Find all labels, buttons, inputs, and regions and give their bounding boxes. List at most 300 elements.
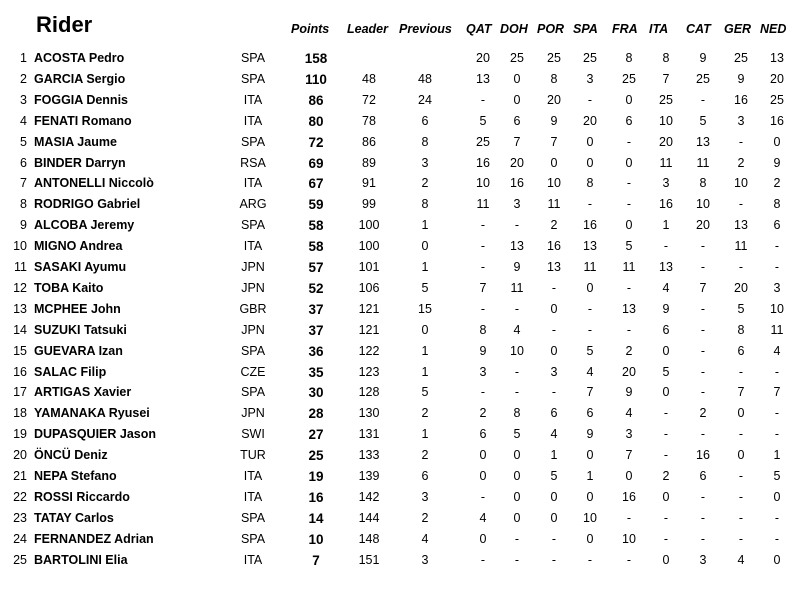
race-result: 13 (510, 239, 524, 254)
gap-to-leader: 151 (358, 552, 380, 567)
race-result: 10 (770, 301, 784, 316)
race-column-header: POR (537, 22, 565, 36)
rider-nation: JPN (241, 406, 265, 421)
race-result: - (514, 385, 520, 400)
race-result: 9 (662, 301, 670, 316)
race-result: 11 (770, 322, 784, 337)
rider-name: MASIA Jaume (34, 134, 117, 149)
race-column-header: NED (760, 22, 787, 36)
rider-nation: ITA (243, 92, 263, 107)
race-result: 0 (586, 134, 594, 149)
race-result: 16 (510, 176, 524, 191)
race-result: 5 (662, 364, 670, 379)
race-result: 0 (513, 92, 521, 107)
race-result: - (551, 552, 557, 567)
gap-to-previous: 3 (421, 489, 429, 504)
race-result: 2 (550, 218, 558, 233)
race-result: 2 (773, 176, 781, 191)
rider-position: 25 (13, 552, 27, 567)
rider-name: FOGGIA Dennis (34, 92, 128, 107)
race-result: 2 (699, 406, 707, 421)
rider-name: GARCIA Sergio (34, 71, 126, 86)
table-row (0, 257, 800, 278)
table-row (0, 278, 800, 299)
race-column-header: ITA (649, 22, 669, 36)
rider-points: 58 (308, 218, 324, 234)
race-result: 6 (479, 427, 487, 442)
rider-nation: JPN (241, 322, 265, 337)
race-result: - (774, 531, 780, 546)
race-result: - (587, 197, 593, 212)
race-result: 0 (773, 489, 781, 504)
gap-to-leader: 133 (358, 448, 380, 463)
rider-name: FERNANDEZ Adrian (34, 531, 154, 546)
race-result: 0 (586, 489, 594, 504)
rider-name: FENATI Romano (34, 113, 132, 128)
rider-position: 3 (20, 92, 27, 107)
race-result: 25 (622, 71, 636, 86)
race-result: 25 (734, 51, 748, 65)
rider-position: 12 (13, 280, 27, 295)
race-result: - (480, 239, 486, 254)
race-result: - (626, 510, 632, 525)
race-result: - (738, 427, 744, 442)
race-result: 8 (662, 51, 670, 65)
race-result: - (738, 489, 744, 504)
rider-points: 36 (308, 343, 324, 359)
gap-to-previous: 8 (421, 134, 429, 149)
gap-to-leader: 130 (358, 406, 380, 421)
race-result: 0 (513, 510, 521, 525)
race-result: 8 (479, 322, 487, 337)
race-result: 5 (625, 239, 633, 254)
rider-points: 52 (308, 280, 324, 296)
rider-points: 58 (308, 239, 324, 255)
gap-to-previous: 6 (421, 113, 429, 128)
gap-to-previous: 6 (421, 469, 429, 483)
rider-points: 158 (304, 51, 328, 66)
rider-name: TATAY Carlos (34, 510, 114, 525)
race-result: 6 (699, 469, 707, 483)
race-result: - (738, 531, 744, 546)
race-result: 7 (699, 280, 707, 295)
rider-position: 4 (20, 113, 27, 128)
race-result: - (700, 385, 706, 400)
rider-position: 9 (20, 218, 27, 233)
race-result: 9 (737, 71, 745, 86)
gap-to-leader: 148 (358, 531, 380, 546)
rider-position: 7 (20, 176, 27, 191)
rider-nation: ITA (243, 113, 263, 128)
race-result: - (480, 218, 486, 233)
gap-to-leader: 99 (362, 197, 376, 212)
gap-to-leader: 100 (358, 239, 380, 254)
race-result: 25 (510, 51, 524, 65)
race-result: 9 (773, 155, 781, 170)
rider-position: 8 (20, 197, 27, 212)
rider-position: 22 (13, 489, 27, 504)
gap-to-previous: 15 (418, 301, 432, 316)
race-result: 3 (699, 552, 707, 567)
gap-to-leader: 122 (358, 343, 380, 358)
race-result: 0 (662, 385, 670, 400)
race-result: 5 (737, 301, 745, 316)
race-result: 3 (513, 197, 521, 212)
race-result: 25 (770, 92, 784, 107)
gap-to-leader: 48 (362, 71, 376, 86)
rider-name: MCPHEE John (34, 301, 121, 316)
race-result: 1 (773, 448, 781, 463)
table-row (0, 153, 800, 174)
rider-points: 57 (308, 260, 324, 275)
race-result: 5 (550, 469, 558, 483)
race-result: 16 (659, 197, 673, 212)
race-result: 0 (773, 552, 781, 567)
race-result: 25 (659, 92, 673, 107)
gap-to-previous: 24 (418, 92, 432, 107)
race-result: 0 (625, 155, 633, 170)
race-result: 11 (734, 239, 748, 254)
race-result: 8 (625, 51, 633, 65)
gap-to-previous: 2 (421, 406, 429, 421)
table-row (0, 550, 800, 571)
race-result: - (700, 531, 706, 546)
gap-to-leader: 128 (358, 385, 380, 400)
race-result: - (663, 448, 669, 463)
rider-points: 72 (308, 134, 324, 150)
race-result: 11 (659, 155, 673, 170)
race-result: 4 (625, 406, 633, 421)
race-result: 10 (622, 531, 636, 546)
race-result: 0 (479, 531, 487, 546)
race-result: 0 (662, 552, 670, 567)
race-result: 0 (625, 92, 633, 107)
race-result: - (700, 92, 706, 107)
race-result: 0 (737, 448, 745, 463)
race-result: 10 (734, 176, 748, 191)
rider-name: DUPASQUIER Jason (34, 427, 157, 442)
rider-points: 80 (308, 113, 324, 129)
race-result: - (480, 489, 486, 504)
rider-position: 1 (20, 51, 27, 65)
gap-to-leader: 100 (358, 218, 380, 233)
rider-position: 23 (13, 510, 27, 525)
race-result: - (587, 301, 593, 316)
table-row (0, 173, 800, 194)
race-result: 0 (550, 510, 558, 525)
gap-to-leader: 123 (358, 364, 380, 379)
race-result: - (774, 406, 780, 421)
race-result: 11 (622, 260, 636, 274)
race-result: - (700, 239, 706, 254)
gap-to-leader: 121 (358, 301, 380, 316)
race-result: - (663, 510, 669, 525)
race-result: - (774, 364, 780, 379)
rider-nation: SPA (240, 385, 266, 400)
gap-to-leader: 144 (358, 510, 380, 525)
race-result: 1 (662, 218, 670, 233)
race-result: - (480, 260, 486, 274)
rider-nation: GBR (239, 301, 267, 316)
gap-to-leader: 106 (358, 280, 380, 295)
gap-to-previous: 8 (421, 197, 429, 212)
table-row (0, 424, 800, 445)
gap-to-previous: 5 (421, 385, 429, 400)
race-result: 6 (773, 218, 781, 233)
rider-points: 110 (305, 71, 327, 87)
rider-points: 7 (312, 552, 320, 568)
race-result: 7 (479, 280, 487, 295)
race-result: 0 (586, 531, 594, 546)
gap-to-previous: 2 (421, 176, 429, 191)
gap-to-leader: 78 (362, 113, 376, 128)
race-result: 6 (513, 113, 521, 128)
race-result: 16 (583, 218, 597, 233)
rider-position: 21 (13, 469, 27, 483)
race-result: 11 (696, 155, 710, 170)
race-result: 0 (586, 155, 594, 170)
rider-position: 24 (13, 531, 27, 546)
rider-position: 16 (13, 364, 27, 379)
rider-nation: SPA (240, 71, 266, 86)
gap-to-leader: 142 (358, 489, 380, 504)
rider-nation: ARG (239, 197, 267, 212)
race-result: 20 (476, 51, 490, 65)
race-result: 11 (583, 260, 597, 274)
race-result: 9 (550, 113, 558, 128)
race-result: 10 (510, 343, 524, 358)
race-result: - (738, 469, 744, 483)
race-result: 11 (510, 280, 524, 295)
rider-name: SUZUKI Tatsuki (34, 322, 127, 337)
race-result: - (738, 134, 744, 149)
race-result: 4 (513, 322, 521, 337)
race-result: 20 (547, 92, 561, 107)
race-result: - (774, 510, 780, 525)
rider-points: 25 (308, 448, 324, 464)
rider-name: YAMANAKA Ryusei (34, 406, 150, 421)
rider-position: 13 (13, 301, 27, 316)
race-result: 5 (773, 469, 781, 483)
race-result: - (774, 260, 780, 274)
race-result: 10 (476, 176, 490, 191)
rider-name: SALAC Filip (34, 364, 107, 379)
race-result: 20 (734, 280, 748, 295)
race-result: 9 (513, 260, 521, 274)
table-row (0, 382, 800, 403)
race-result: 0 (586, 448, 594, 463)
table-row (0, 194, 800, 215)
race-result: - (514, 531, 520, 546)
table-row (0, 487, 800, 508)
race-result: 11 (476, 197, 490, 212)
race-result: 1 (550, 448, 558, 463)
race-result: 10 (583, 510, 597, 525)
rider-points: 30 (308, 385, 324, 401)
race-result: 6 (737, 343, 745, 358)
rider-name: BARTOLINI Elia (34, 552, 128, 567)
race-result: - (514, 552, 520, 567)
table-row (0, 111, 800, 132)
race-result: 5 (586, 343, 594, 358)
race-result: 10 (547, 176, 561, 191)
table-row (0, 341, 800, 362)
race-result: 3 (550, 364, 558, 379)
rider-column-title: Rider (36, 12, 93, 37)
rider-position: 2 (20, 71, 27, 86)
race-result: 7 (773, 385, 781, 400)
race-result: - (551, 280, 557, 295)
race-result: - (663, 427, 669, 442)
previous-column-header: Previous (399, 22, 452, 36)
table-row (0, 132, 800, 153)
race-result: 2 (737, 155, 745, 170)
race-column-header: FRA (612, 22, 638, 36)
gap-to-previous: 3 (421, 552, 429, 567)
table-row (0, 69, 800, 90)
rider-points: 67 (308, 176, 324, 192)
rider-points: 37 (308, 322, 324, 338)
race-result: 16 (696, 448, 710, 463)
race-result: 25 (583, 51, 597, 65)
race-column-header: DOH (500, 22, 528, 36)
race-result: 16 (734, 92, 748, 107)
race-result: - (626, 322, 632, 337)
race-result: 13 (659, 260, 673, 274)
race-result: 10 (659, 113, 673, 128)
rider-nation: SWI (241, 427, 265, 442)
race-result: - (663, 531, 669, 546)
race-result: - (551, 385, 557, 400)
race-result: 8 (699, 176, 707, 191)
rider-position: 5 (20, 134, 27, 149)
table-row (0, 508, 800, 529)
race-result: 16 (622, 489, 636, 504)
race-result: 13 (696, 134, 710, 149)
gap-to-previous: 1 (421, 260, 429, 274)
race-result: 25 (547, 51, 561, 65)
race-result: 25 (696, 71, 710, 86)
race-result: 1 (586, 469, 594, 483)
race-result: 0 (550, 155, 558, 170)
rider-name: BINDER Darryn (34, 155, 126, 170)
race-result: 0 (773, 134, 781, 149)
rider-nation: CZE (240, 364, 266, 379)
table-row (0, 320, 800, 341)
gap-to-previous: 0 (421, 322, 429, 337)
rider-name: MIGNO Andrea (34, 239, 123, 254)
rider-nation: JPN (241, 260, 265, 274)
rider-points: 86 (308, 92, 324, 108)
rider-position: 18 (13, 406, 27, 421)
race-result: 7 (662, 71, 670, 86)
race-result: 0 (513, 71, 521, 86)
race-result: 4 (737, 552, 745, 567)
rider-name: ROSSI Riccardo (34, 489, 130, 504)
race-result: 20 (770, 71, 784, 86)
race-result: 5 (513, 427, 521, 442)
race-result: 13 (583, 239, 597, 254)
rider-position: 6 (20, 155, 27, 170)
race-result: - (663, 406, 669, 421)
race-result: 9 (625, 385, 633, 400)
rider-nation: SPA (240, 218, 266, 233)
race-result: 0 (662, 489, 670, 504)
race-result: - (700, 301, 706, 316)
rider-nation: JPN (241, 280, 265, 295)
race-result: - (700, 510, 706, 525)
race-result: - (587, 322, 593, 337)
race-result: - (626, 197, 632, 212)
race-result: - (626, 134, 632, 149)
race-result: 0 (550, 489, 558, 504)
race-result: 0 (662, 343, 670, 358)
rider-points: 35 (308, 364, 324, 380)
rider-points: 59 (308, 197, 324, 213)
points-column-header: Points (291, 22, 330, 36)
race-result: 9 (479, 343, 487, 358)
race-result: 4 (479, 510, 487, 525)
table-row (0, 529, 800, 550)
rider-nation: TUR (240, 448, 266, 463)
race-result: - (738, 260, 744, 274)
race-result: 0 (550, 343, 558, 358)
race-result: 5 (479, 113, 487, 128)
gap-to-previous: 2 (421, 448, 429, 463)
race-result: - (738, 510, 744, 525)
race-result: 7 (586, 385, 594, 400)
rider-name: ANTONELLI Niccolò (34, 176, 154, 191)
gap-to-leader: 131 (358, 427, 380, 442)
race-result: 0 (513, 469, 521, 483)
race-column-header: QAT (466, 22, 492, 36)
rider-nation: ITA (243, 239, 263, 254)
race-result: 13 (547, 260, 561, 274)
rider-nation: SPA (240, 510, 266, 525)
rider-position: 10 (13, 239, 27, 254)
race-result: 2 (662, 469, 670, 483)
race-result: 20 (583, 113, 597, 128)
race-result: - (480, 92, 486, 107)
rider-name: SASAKI Ayumu (34, 260, 127, 274)
race-result: 4 (773, 343, 781, 358)
race-result: - (774, 239, 780, 254)
race-result: 20 (622, 364, 636, 379)
race-result: 0 (513, 489, 521, 504)
rider-name: GUEVARA Izan (34, 343, 123, 358)
race-result: 5 (699, 113, 707, 128)
race-result: 3 (773, 280, 781, 295)
race-result: 0 (586, 280, 594, 295)
rider-position: 11 (14, 260, 27, 274)
race-result: 9 (586, 427, 594, 442)
race-column-header: SPA (573, 22, 598, 36)
rider-nation: RSA (240, 155, 266, 170)
race-result: 11 (547, 197, 561, 212)
race-result: - (700, 364, 706, 379)
race-result: 20 (510, 155, 524, 170)
race-result: 25 (476, 134, 490, 149)
race-result: 7 (737, 385, 745, 400)
gap-to-leader: 89 (362, 155, 376, 170)
race-result: 16 (476, 155, 490, 170)
rider-nation: SPA (240, 343, 266, 358)
gap-to-previous: 5 (421, 280, 429, 295)
rider-nation: SPA (240, 51, 266, 65)
gap-to-previous: 3 (421, 155, 429, 170)
race-result: 4 (586, 364, 594, 379)
rider-position: 15 (13, 343, 27, 358)
